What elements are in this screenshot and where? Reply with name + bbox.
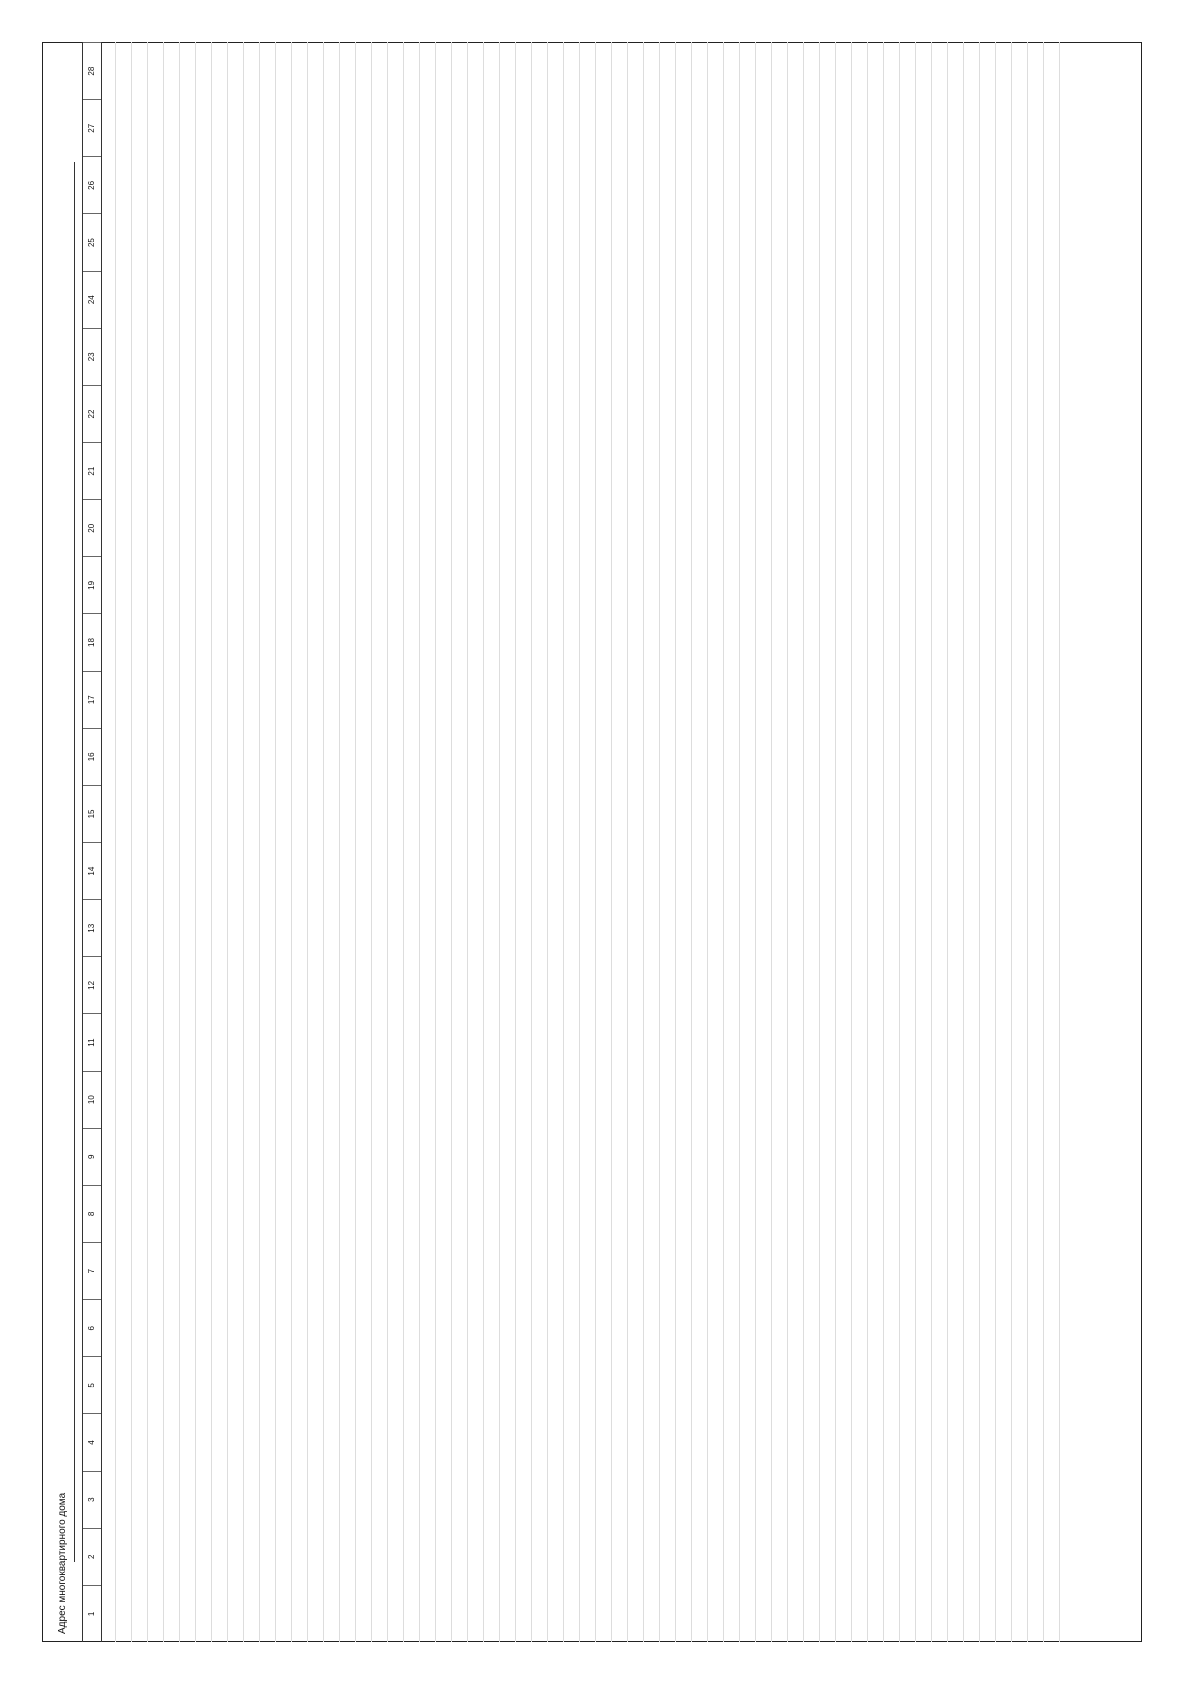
table-row-rule xyxy=(884,42,900,1642)
table-row-rule xyxy=(964,42,980,1642)
table-row-rule xyxy=(372,42,388,1642)
table-row-rule xyxy=(164,42,180,1642)
table-row-rule xyxy=(596,42,612,1642)
table-row-rule xyxy=(260,42,276,1642)
table-row-rule xyxy=(548,42,564,1642)
table-row-rule xyxy=(516,42,532,1642)
column-number-19: 19 xyxy=(83,556,101,613)
rotated-table-sheet xyxy=(42,42,1142,1642)
table-row-rule xyxy=(292,42,308,1642)
column-number-17: 17 xyxy=(83,671,101,728)
table-row-rule xyxy=(740,42,756,1642)
column-number-1: 1 xyxy=(83,1585,101,1642)
table-row-rule xyxy=(116,42,132,1642)
table-row-rule xyxy=(484,42,500,1642)
table-row-rule xyxy=(660,42,676,1642)
table-row-rule xyxy=(1028,42,1044,1642)
table-body xyxy=(100,42,1140,1642)
table-row-rule xyxy=(388,42,404,1642)
column-number-2: 2 xyxy=(83,1528,101,1585)
table-row-rule xyxy=(500,42,516,1642)
column-number-13: 13 xyxy=(83,899,101,956)
column-number-16: 16 xyxy=(83,728,101,785)
table-row-rule xyxy=(340,42,356,1642)
column-number-26: 26 xyxy=(83,156,101,213)
column-number-28: 28 xyxy=(83,42,101,99)
table-row-rule xyxy=(708,42,724,1642)
table-row-rule xyxy=(532,42,548,1642)
column-number-12: 12 xyxy=(83,956,101,1013)
table-row-rule xyxy=(996,42,1012,1642)
table-row-rule xyxy=(436,42,452,1642)
table-row-rule xyxy=(180,42,196,1642)
table-row-rule xyxy=(612,42,628,1642)
table-row-rule xyxy=(244,42,260,1642)
table-row-rule xyxy=(628,42,644,1642)
table-row-rule xyxy=(836,42,852,1642)
table-title-band xyxy=(52,162,75,1562)
table-row-rule xyxy=(980,42,996,1642)
column-number-7: 7 xyxy=(83,1242,101,1299)
table-row-rule xyxy=(932,42,948,1642)
table-row-rule xyxy=(724,42,740,1642)
column-number-14: 14 xyxy=(83,842,101,899)
table-row-rule xyxy=(1044,42,1060,1642)
table-row-rule xyxy=(196,42,212,1642)
column-number-18: 18 xyxy=(83,613,101,670)
table-row-rule xyxy=(692,42,708,1642)
table-row-rule xyxy=(916,42,932,1642)
column-number-20: 20 xyxy=(83,499,101,556)
table-row-rule xyxy=(132,42,148,1642)
table-row-rule xyxy=(756,42,772,1642)
table-row-rule xyxy=(1012,42,1028,1642)
table-row-rule xyxy=(308,42,324,1642)
table-row-rule xyxy=(580,42,596,1642)
table-row-rule xyxy=(564,42,580,1642)
column-number-22: 22 xyxy=(83,385,101,442)
column-number-3: 3 xyxy=(83,1471,101,1528)
table-row-rule xyxy=(852,42,868,1642)
table-row-rule xyxy=(228,42,244,1642)
column-number-10: 10 xyxy=(83,1071,101,1128)
table-row-rule xyxy=(212,42,228,1642)
table-row-rule xyxy=(948,42,964,1642)
column-number-24: 24 xyxy=(83,271,101,328)
column-number-6: 6 xyxy=(83,1299,101,1356)
column-number-27: 27 xyxy=(83,99,101,156)
column-number-5: 5 xyxy=(83,1356,101,1413)
table-row-rule xyxy=(644,42,660,1642)
table-row-rule xyxy=(900,42,916,1642)
table-row-rule xyxy=(100,42,116,1642)
table-row-rule xyxy=(788,42,804,1642)
table-row-rule xyxy=(468,42,484,1642)
table-row-rule xyxy=(276,42,292,1642)
column-number-9: 9 xyxy=(83,1128,101,1185)
column-number-25: 25 xyxy=(83,213,101,270)
table-row-rule xyxy=(868,42,884,1642)
address-column-header: Адрес многоквартирного дома xyxy=(57,1492,68,1634)
table-row-rule xyxy=(324,42,340,1642)
table-row-rule xyxy=(356,42,372,1642)
table-row-rule xyxy=(420,42,436,1642)
table-row-rule xyxy=(804,42,820,1642)
table-row-rule xyxy=(452,42,468,1642)
column-number-21: 21 xyxy=(83,442,101,499)
column-number-row xyxy=(82,42,102,1642)
column-number-8: 8 xyxy=(83,1185,101,1242)
table-row-rule xyxy=(820,42,836,1642)
table-row-rule xyxy=(772,42,788,1642)
column-number-4: 4 xyxy=(83,1413,101,1470)
column-number-23: 23 xyxy=(83,328,101,385)
column-number-11: 11 xyxy=(83,1013,101,1070)
table-row-rule xyxy=(676,42,692,1642)
table-row-rule xyxy=(148,42,164,1642)
column-number-15: 15 xyxy=(83,785,101,842)
table-row-rule xyxy=(404,42,420,1642)
